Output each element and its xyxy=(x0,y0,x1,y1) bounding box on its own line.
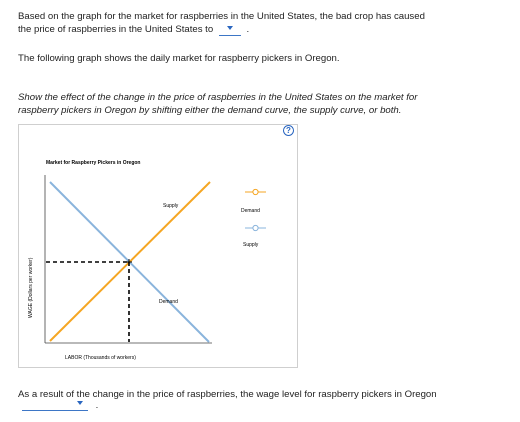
question-1-period: . xyxy=(246,24,250,35)
supply-tool-label: Supply xyxy=(243,242,259,248)
demand-tool[interactable] xyxy=(245,189,266,194)
x-axis-label: LABOR (Thousands of workers) xyxy=(65,355,136,361)
instructions-line-1: Show the effect of the change in the price of raspberries in the United States on the market for xyxy=(18,92,418,103)
y-axis-label: WAGE (Dollars per worker) xyxy=(28,257,34,318)
question-2-text: As a result of the change in the price of raspberries, the wage level for raspberry pickers in Oregon xyxy=(18,389,437,400)
demand-tool-label: Demand xyxy=(241,208,260,214)
question-2-period: . xyxy=(95,400,99,411)
question-1-line-1: Based on the graph for the market for raspberries in the United States, the bad crop has caused xyxy=(18,11,425,22)
chevron-down-icon xyxy=(77,401,83,405)
supply-tool-handle-icon[interactable] xyxy=(253,225,258,230)
wage-change-dropdown[interactable] xyxy=(22,400,88,411)
supply-tool[interactable] xyxy=(245,225,266,230)
instructions-line-2: raspberry pickers in Oregon by shifting either the demand curve, the supply curve, or both. xyxy=(18,105,402,116)
chart-title: Market for Raspberry Pickers in Oregon xyxy=(46,160,141,166)
supply-curve-label: Supply xyxy=(163,203,179,209)
intro-text: The following graph shows the daily market for raspberry pickers in Oregon. xyxy=(18,53,340,64)
question-2-answer xyxy=(22,400,98,411)
demand-curve-label: Demand xyxy=(159,299,178,305)
demand-tool-handle-icon[interactable] xyxy=(253,189,258,194)
help-icon[interactable]: ? xyxy=(283,125,294,136)
question-1-line-2-text: the price of raspberries in the United States to xyxy=(18,24,214,35)
